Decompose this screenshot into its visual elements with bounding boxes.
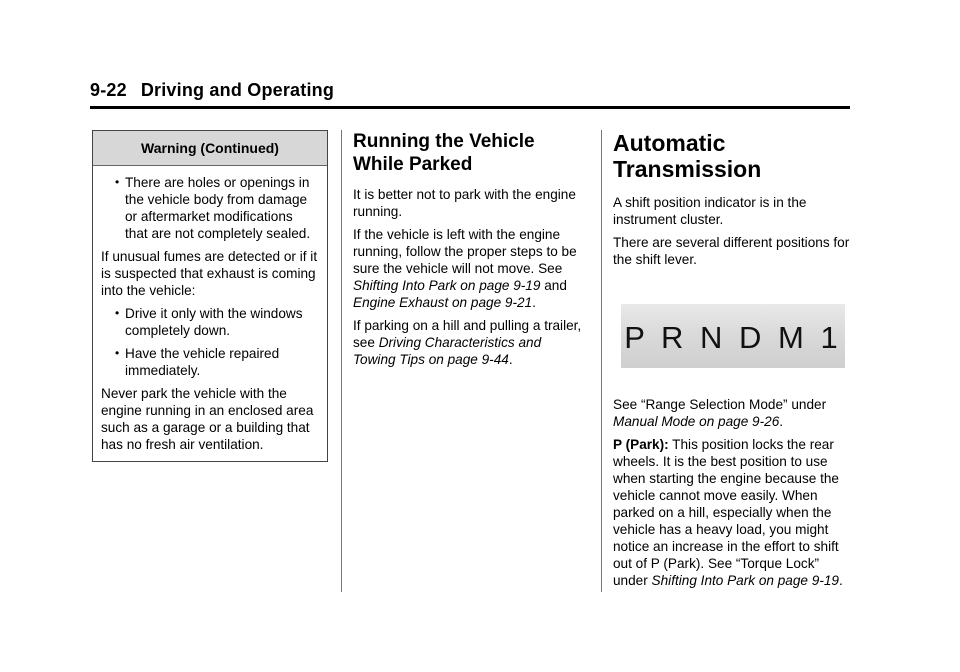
chapter-title: Driving and Operating bbox=[140, 80, 335, 100]
warning-body bbox=[93, 166, 327, 461]
paragraph-text: This position locks the rear wheels. It is the best position to use when starting the engine because the vehicle cannot move easily. When parked on a hill, especially when the vehicle has a heavy load, you might notice an increase in the effort to shift out of P (Park). See “Torque Lock” under bbox=[613, 437, 839, 588]
paragraph-text: . bbox=[508, 352, 513, 367]
shift-indicator-image bbox=[621, 304, 845, 368]
page-header bbox=[90, 80, 850, 109]
paragraph: There are several different positions for the shift lever. bbox=[613, 235, 850, 267]
header-text bbox=[90, 80, 850, 101]
paragraph-text: and bbox=[540, 278, 567, 293]
column-right bbox=[613, 130, 853, 595]
list-item bbox=[101, 305, 319, 339]
cross-reference-link[interactable]: Manual Mode on page 9-26 bbox=[613, 414, 780, 429]
warning-box bbox=[92, 130, 328, 462]
column-left bbox=[92, 130, 328, 462]
list-item-text: Drive it only with the windows completely down. bbox=[125, 306, 303, 338]
paragraph bbox=[613, 436, 853, 589]
list-item bbox=[101, 174, 319, 242]
warning-title: Warning (Continued) bbox=[93, 131, 327, 166]
paragraph-text: . bbox=[779, 414, 784, 429]
cross-reference-link[interactable]: Shifting Into Park on page 9-19 bbox=[353, 278, 541, 293]
list-item-text: Have the vehicle repaired immediately. bbox=[125, 346, 280, 378]
warning-paragraph: If unusual fumes are detected or if it is suspected that exhaust is coming into the vehicle: bbox=[101, 249, 318, 298]
paragraph-text: . bbox=[532, 295, 536, 310]
bullet-icon: • bbox=[115, 175, 120, 189]
paragraph-text: . bbox=[838, 573, 843, 588]
gear-letters: P R N D M 1 bbox=[624, 320, 842, 355]
list-item-text: There are holes or openings in the vehicle body from damage or aftermarket modifications that are not completely sealed. bbox=[125, 175, 311, 241]
paragraph: A shift position indicator is in the instrument cluster. bbox=[613, 195, 807, 227]
cross-reference-link[interactable]: Driving Characteristics and Towing Tips on page 9-44 bbox=[353, 335, 542, 367]
cross-reference-link[interactable]: Engine Exhaust on page 9-21 bbox=[353, 295, 533, 310]
bullet-icon: • bbox=[115, 306, 120, 320]
column-divider bbox=[601, 130, 602, 592]
paragraph-text: If the vehicle is left with the engine running, follow the proper steps to be sure the vehicle will not move. See bbox=[353, 227, 577, 276]
section-title: Automatic Transmission bbox=[613, 130, 762, 182]
list-item bbox=[101, 345, 319, 379]
paragraph-text: See “Range Selection Mode” under bbox=[613, 397, 827, 412]
cross-reference-link[interactable]: Shifting Into Park on page 9-19 bbox=[651, 573, 839, 588]
warning-paragraph: Never park the vehicle with the engine running in an enclosed area such as a garage or a building that has no fresh air ventilation. bbox=[101, 386, 314, 452]
column-divider bbox=[341, 130, 342, 592]
page-number: 9-22 bbox=[90, 80, 127, 100]
shift-indicator-graphic bbox=[621, 304, 845, 368]
section-title: Running the Vehicle While Parked bbox=[353, 131, 535, 175]
paragraph: It is better not to park with the engine running. bbox=[353, 187, 576, 219]
paragraph bbox=[353, 317, 585, 368]
warning-list bbox=[101, 305, 319, 379]
column-middle bbox=[353, 130, 585, 374]
bullet-icon: • bbox=[115, 346, 120, 360]
paragraph-text: If parking on a hill and pulling a trailer, see bbox=[353, 318, 582, 350]
paragraph bbox=[353, 226, 585, 311]
warning-list-top bbox=[101, 174, 319, 242]
paragraph bbox=[613, 396, 853, 430]
term-label: P (Park): bbox=[613, 437, 669, 452]
